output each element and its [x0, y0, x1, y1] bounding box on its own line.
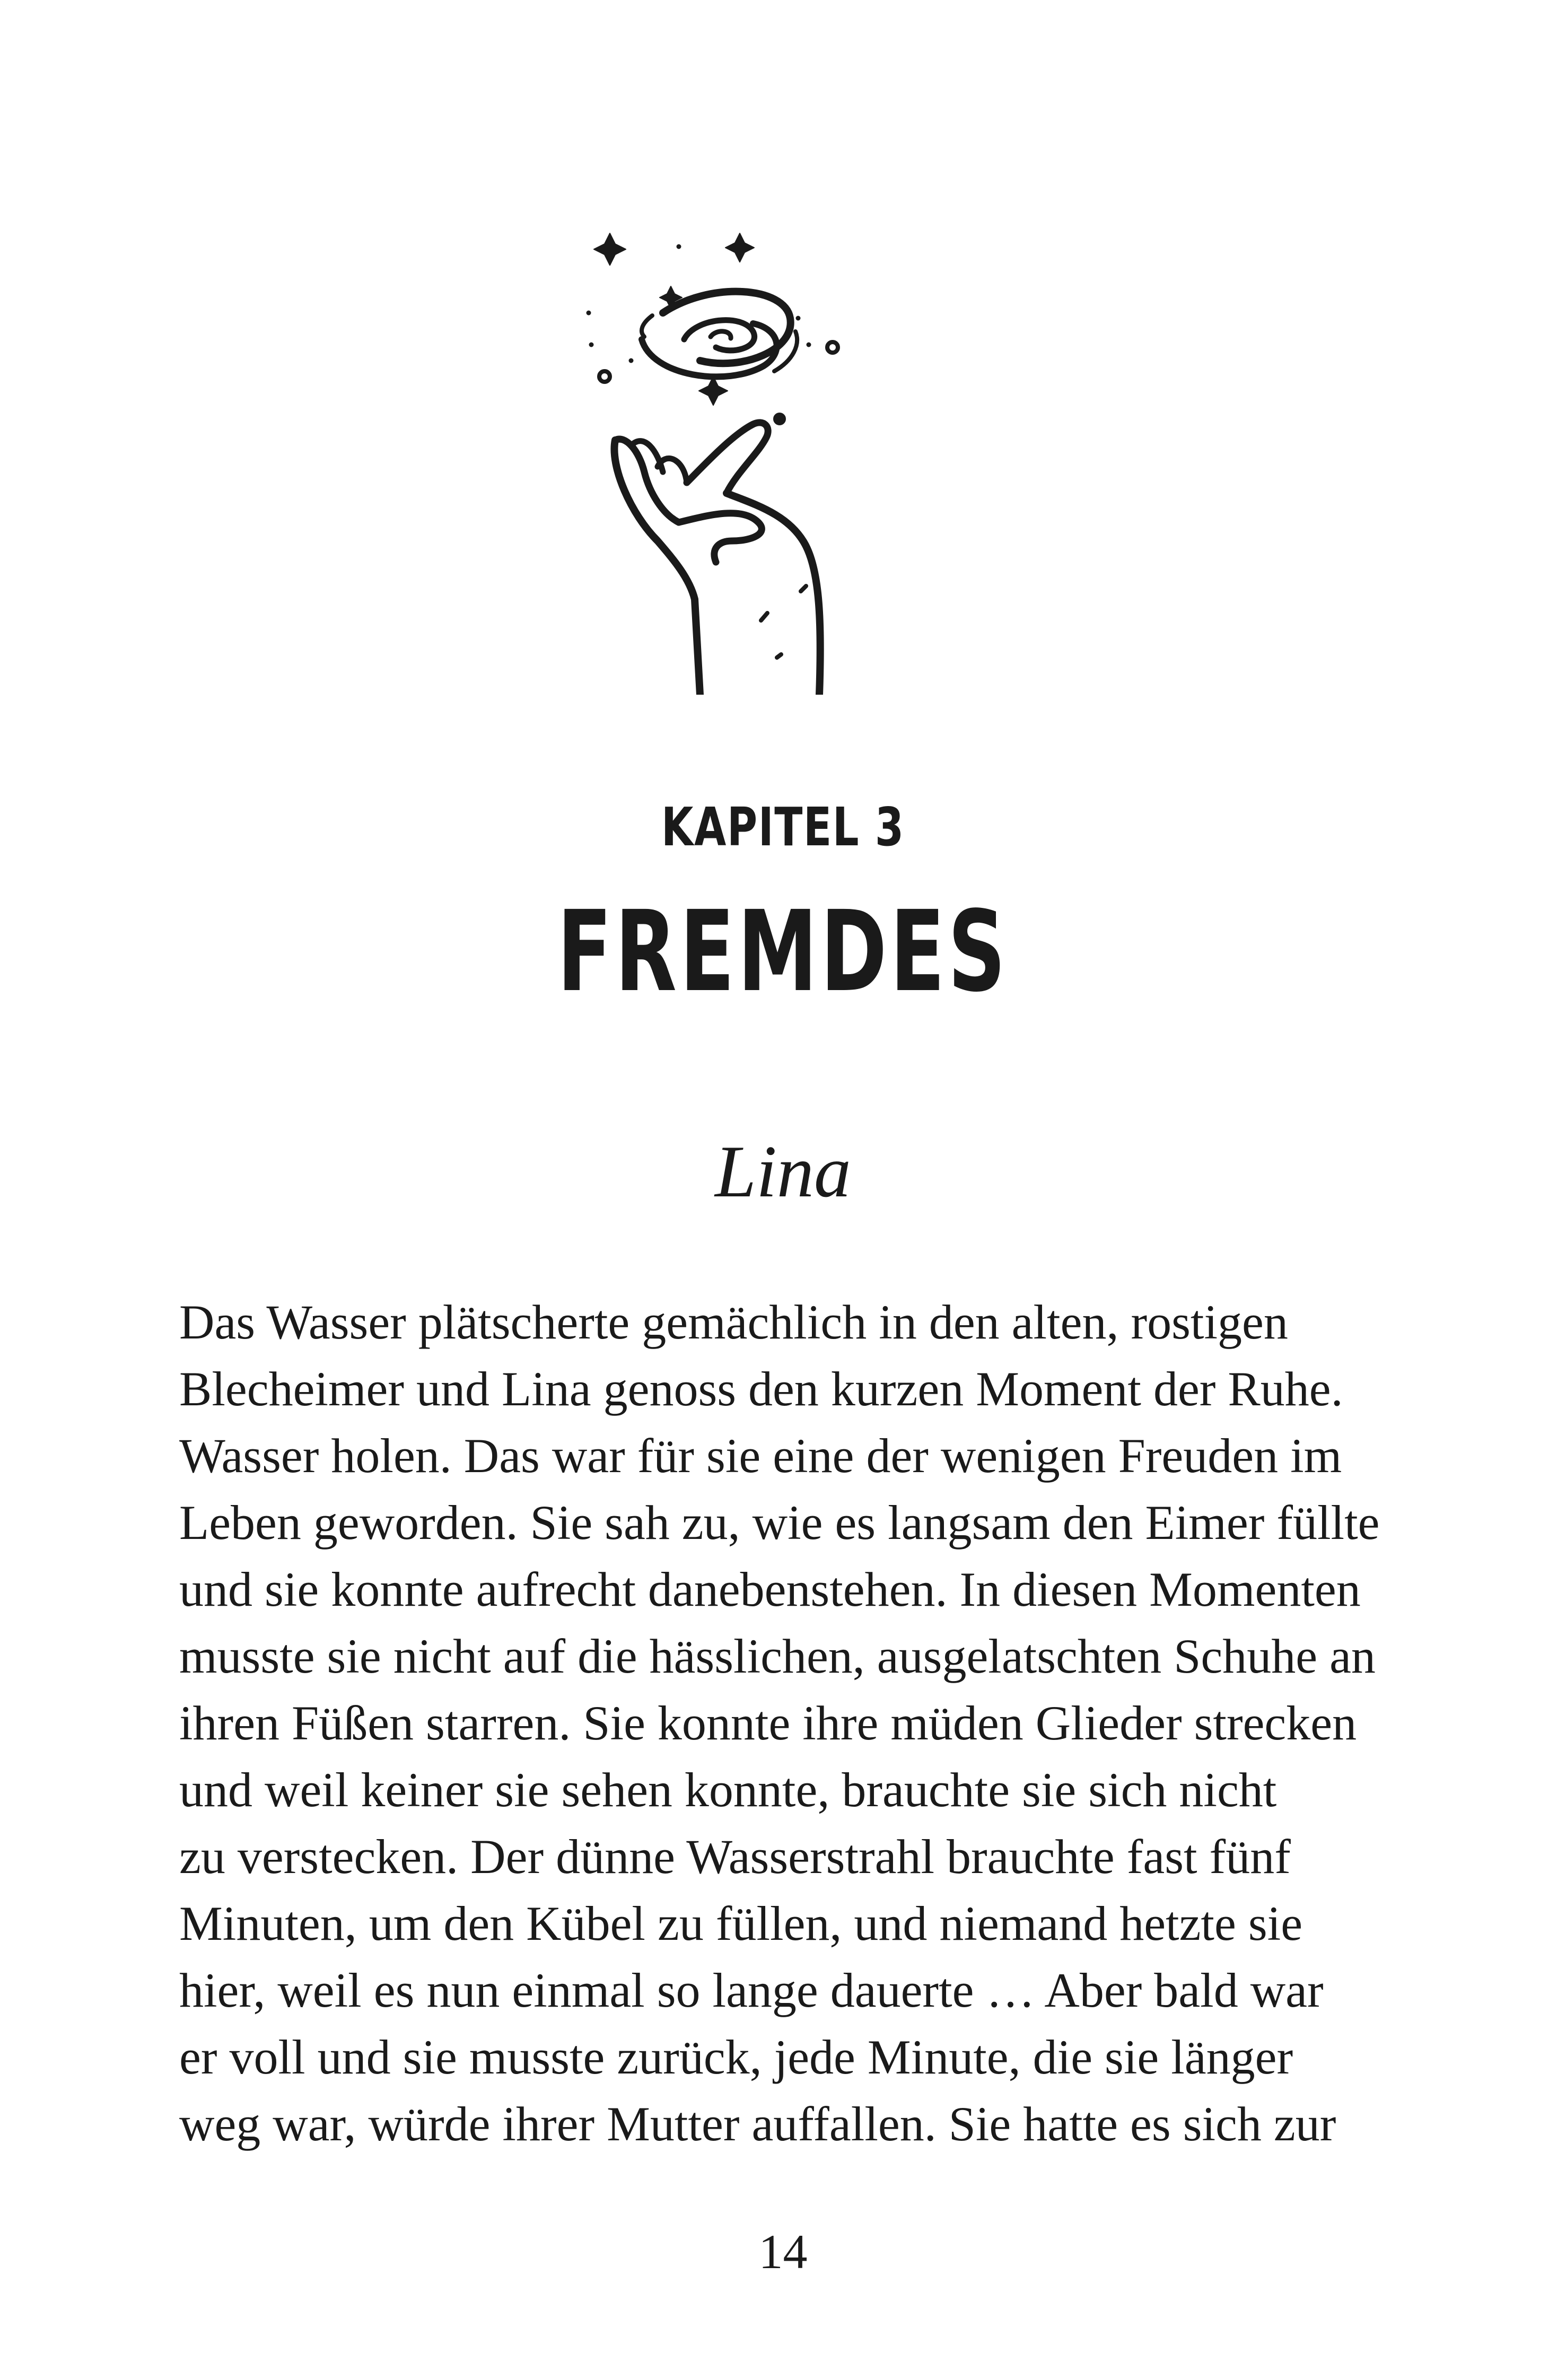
- text-line: Minuten, um den Kübel zu füllen, und niemand hetzte sie: [179, 1896, 1303, 1950]
- chapter-title: FREMDES: [557, 887, 1009, 1017]
- text-line: er voll und sie musste zurück, jede Minute, die sie länger: [179, 2030, 1293, 2084]
- text-line: musste sie nicht auf die hässlichen, ausgelatschten Schuhe an: [179, 1629, 1376, 1683]
- text-line: hier, weil es nun einmal so lange dauerte … Aber bald war: [179, 1963, 1324, 2017]
- chapter-label: KAPITEL 3: [661, 796, 905, 858]
- galaxy-hand-icon: [552, 217, 880, 695]
- text-line: Leben geworden. Sie sah zu, wie es langsam den Eimer füllte: [179, 1495, 1380, 1550]
- chapter-pov-name: Lina: [715, 1131, 851, 1213]
- text-line: Blecheimer und Lina genoss den kurzen Moment der Ruhe.: [179, 1362, 1343, 1416]
- page-number: 14: [758, 2225, 808, 2279]
- text-line: Das Wasser plätscherte gemächlich in den alten, rostigen: [179, 1295, 1288, 1349]
- text-line: ihren Füßen starren. Sie konnte ihre müden Glieder strecken: [179, 1696, 1357, 1750]
- text-line: weg war, würde ihrer Mutter auffallen. Sie hatte es sich zur: [179, 2097, 1336, 2151]
- body-text: [179, 1289, 1380, 2157]
- text-line: Wasser holen. Das war für sie eine der wenigen Freuden im: [179, 1429, 1342, 1483]
- text-line: und sie konnte aufrecht danebenstehen. In diesen Momenten: [179, 1562, 1361, 1616]
- text-line: und weil keiner sie sehen konnte, brauchte sie sich nicht: [179, 1763, 1277, 1817]
- text-line: zu verstecken. Der dünne Wasserstrahl brauchte fast fünf: [179, 1830, 1291, 1884]
